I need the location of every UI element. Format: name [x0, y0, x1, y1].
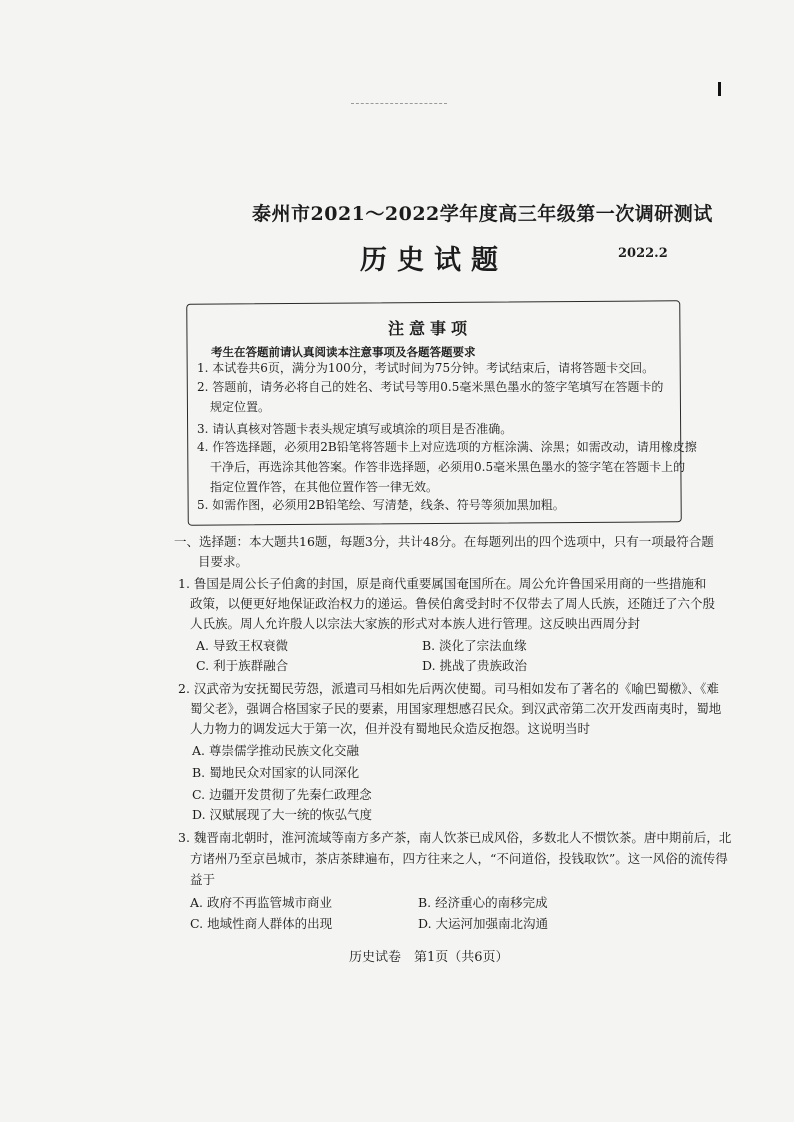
question-text: 1. 鲁国是周公长子伯禽的封国，原是商代重要属国奄国所在。周公允许鲁国采用商的一些措施和: [178, 576, 707, 591]
notice-line: 干净后，再选涂其他答案。作答非选择题，必须用0.5毫米黑色墨水的签字笔在答题卡上的: [210, 460, 686, 474]
notice-title: 注意事项: [388, 319, 473, 338]
option-c: C. 利于族群融合: [196, 658, 289, 673]
option-b: B. 蜀地民众对国家的认同深化: [192, 765, 360, 780]
notice-line: 4. 作答选择题，必须用2B铅笔将答题卡上对应选项的方框涂满、涂黑；如需改动，请用橡皮擦: [197, 440, 697, 454]
option-c: C. 边疆开发贯彻了先秦仁政理念: [192, 787, 372, 802]
question-text: 人氏族。周人允许殷人以宗法大家族的形式对本族人进行管理。这反映出西周分封: [190, 616, 641, 631]
page-footer: 历史试卷 第1页（共6页）: [349, 950, 509, 965]
question-text: 蜀父老》，强调合格国家子民的要素，用国家理想感召民众。到汉武帝第二次开发西南夷时，蜀地: [190, 701, 722, 716]
scan-mark-top: [351, 103, 447, 104]
section-heading: 目要求。: [198, 554, 249, 569]
option-d: D. 挑战了贵族政治: [422, 658, 528, 673]
question-text: 2. 汉武帝为安抚蜀民劳怨，派遣司马相如先后两次使蜀。司马相如发布了著名的《喻巴蜀檄》、《难: [178, 681, 719, 696]
notice-line: 规定位置。: [210, 400, 271, 414]
option-d: D. 大运河加强南北沟通: [418, 916, 549, 931]
scan-mark-corner: [718, 82, 721, 96]
option-a: A. 导致王权衰微: [196, 638, 288, 653]
section-heading: 一、选择题：本大题共16题，每题3分，共计48分。在每题列出的四个选项中，只有一项最符合题: [174, 534, 714, 549]
question-text: 政策，以便更好地保证政治权力的递运。鲁侯伯禽受封时不仅带去了周人氏族，还随迁了六个殷: [190, 596, 716, 611]
subject-title: 历史试题: [360, 245, 508, 276]
option-d: D. 汉赋展现了大一统的恢弘气度: [192, 807, 373, 822]
question-text: 益于: [190, 872, 216, 887]
option-a: A. 政府不再监管城市商业: [190, 895, 332, 910]
notice-line: 指定位置作答，在其他位置作答一律无效。: [210, 480, 439, 494]
notice-line: 2. 答题前，请务必将自己的姓名、考试号等用0.5毫米黑色墨水的签字笔填写在答题卡的: [197, 380, 664, 394]
notice-line: 3. 请认真核对答题卡表头规定填写或填涂的项目是否准确。: [197, 422, 513, 436]
notice-line: 5. 如需作图，必须用2B铅笔绘、写清楚，线条、符号等须加黑加粗。: [197, 498, 565, 512]
option-c: C. 地域性商人群体的出现: [190, 916, 333, 931]
question-text: 人力物力的调发远大于第一次，但并没有蜀地民众造反抱怨。这说明当时: [190, 721, 591, 736]
exam-title: 泰州市2021～2022学年度高三年级第一次调研测试: [252, 203, 713, 225]
option-b: B. 淡化了宗法血缘: [422, 638, 527, 653]
exam-date: 2022.2: [618, 246, 668, 261]
notice-intro: 考生在答题前请认真阅读本注意事项及各题答题要求: [211, 345, 476, 359]
question-text: 方诸州乃至京邑城市，茶店茶肆遍布，四方往来之人，“不问道俗，投钱取饮”。这一风俗的流传得: [190, 851, 728, 866]
notice-line: 1. 本试卷共6页，满分为100分，考试时间为75分钟。考试结束后，请将答题卡交回。: [197, 361, 655, 375]
option-a: A. 尊崇儒学推动民族文化交融: [192, 743, 359, 758]
option-b: B. 经济重心的南移完成: [418, 895, 548, 910]
question-text: 3. 魏晋南北朝时，淮河流域等南方多产茶，南人饮茶已成风俗，多数北人不惯饮茶。唐中期前后，北: [178, 830, 732, 845]
